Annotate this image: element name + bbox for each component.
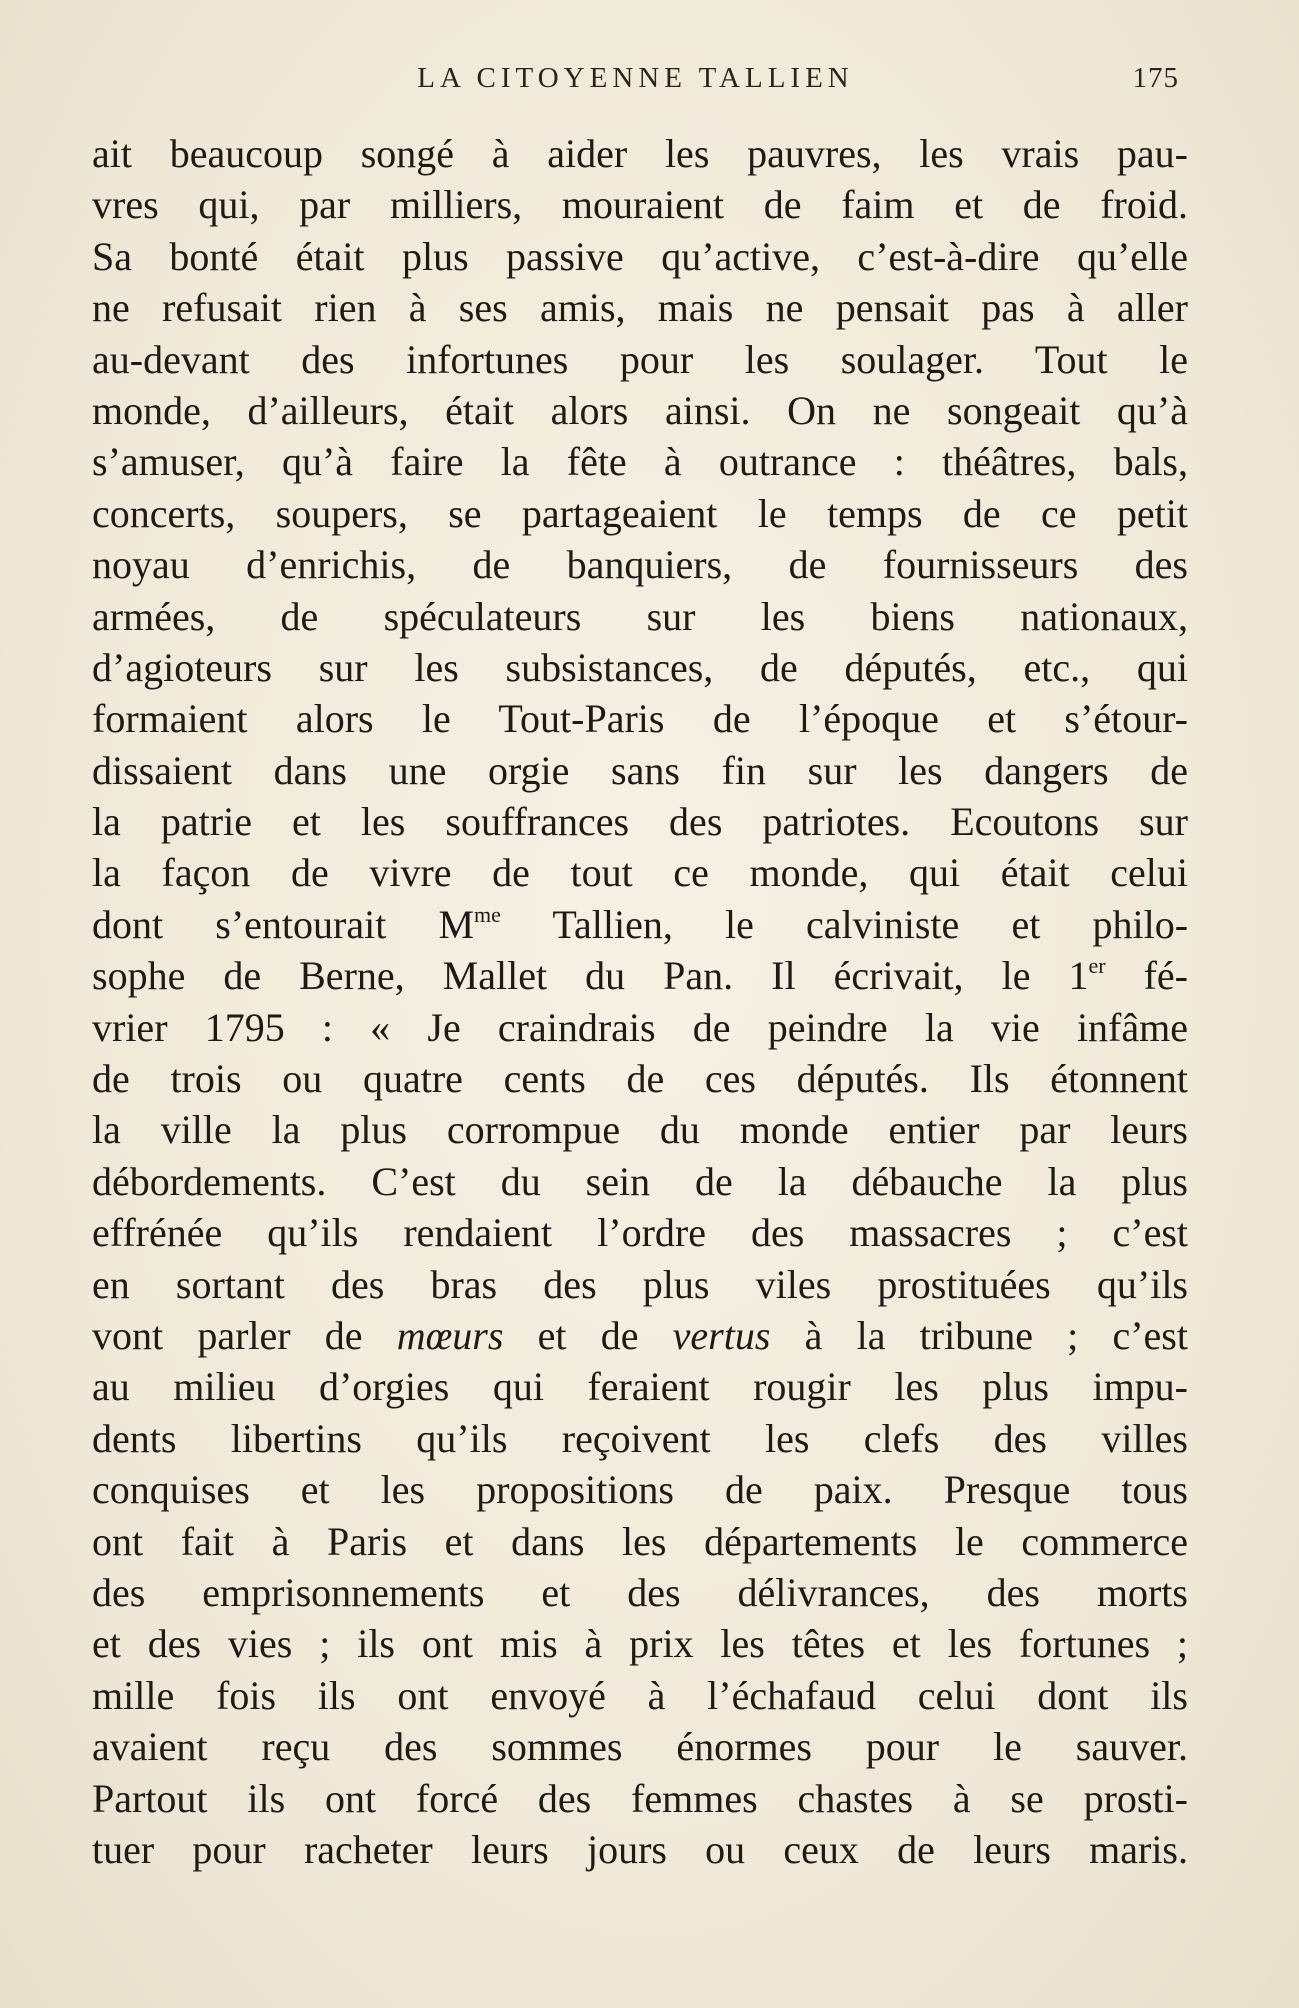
italic-text: vertus [672,1312,771,1358]
text-segment: monde, d’ailleurs, était alors ainsi. On ne songeait qu’à [92,387,1188,433]
text-segment: de trois ou quatre cents de ces députés. Ils étonnent [92,1056,1188,1102]
page-number: 175 [1132,62,1179,94]
text-segment: ont fait à Paris et dans les départements le commerce [92,1518,1188,1564]
text-segment: des emprisonnements et des délivrances, des morts [92,1569,1188,1615]
text-segment: vres qui, par milliers, mouraient de faim et de froid. [92,182,1188,228]
text-line [92,179,1188,230]
text-line [92,1618,1188,1669]
text-segment: ne refusait rien à ses amis, mais ne pensait pas à aller [92,285,1188,331]
text-segment: débordements. C’est du sein de la débauche la plus [92,1158,1188,1204]
text-line [92,847,1188,898]
text-line [92,1413,1188,1464]
text-line [92,1773,1188,1824]
text-segment: et des vies ; ils ont mis à prix les têtes et les fortunes ; [92,1621,1188,1667]
text-line [92,128,1188,179]
text-line [92,1516,1188,1567]
text-segment: dents libertins qu’ils reçoivent les clefs des villes [92,1415,1188,1461]
text-line [92,1156,1188,1207]
text-line [92,1567,1188,1618]
text-line [92,1824,1188,1875]
text-segment: fé- [1105,953,1188,999]
text-segment: Partout ils ont forcé des femmes chastes à se prosti- [92,1775,1188,1821]
text-segment: ait beaucoup songé à aider les pauvres, les vrais pau- [92,131,1188,176]
text-line [92,231,1188,282]
text-segment: armées, de spéculateurs sur les biens nationaux, [92,593,1188,639]
text-segment: et de [503,1312,673,1358]
text-line [92,899,1188,950]
text-segment: vrier 1795 : « Je craindrais de peindre la vie infâme [92,1004,1188,1050]
text-segment: dissaient dans une orgie sans fin sur les dangers de [92,747,1188,793]
text-segment: formaient alors le Tout-Paris de l’époque et s’étour- [92,696,1188,742]
text-segment: sophe de Berne, Mallet du Pan. Il écrivait, le 1 [92,953,1089,999]
text-segment: Tallien, le calviniste et philo- [500,901,1188,947]
text-line [92,1310,1188,1361]
running-head [92,62,1179,102]
text-segment: la patrie et les souffrances des patriotes. Ecoutons sur [92,799,1188,845]
text-line [92,693,1188,744]
text-segment: la ville la plus corrompue du monde entier par leurs [92,1107,1188,1153]
body-text [92,128,1188,1875]
text-segment: avaient reçu des sommes énormes pour le sauver. [92,1724,1188,1770]
text-segment: effrénée qu’ils rendaient l’ordre des massacres ; c’est [92,1210,1188,1256]
text-line [92,1207,1188,1258]
running-title: LA CITOYENNE TALLIEN [417,62,854,94]
text-line [92,745,1188,796]
text-segment: mille fois ils ont envoyé à l’échafaud celui dont ils [92,1672,1188,1718]
text-line [92,436,1188,487]
text-line [92,385,1188,436]
text-line [92,1053,1188,1104]
text-line [92,539,1188,590]
text-segment: Sa bonté était plus passive qu’active, c’est-à-dire qu’elle [92,233,1188,279]
text-line [92,282,1188,333]
text-segment: la façon de vivre de tout ce monde, qui était celui [92,850,1188,896]
text-segment: concerts, soupers, se partageaient le temps de ce petit [92,490,1188,536]
text-segment: conquises et les propositions de paix. Presque tous [92,1467,1188,1513]
text-line [92,1721,1188,1772]
text-segment: au-devant des infortunes pour les soulager. Tout le [92,336,1188,382]
text-line [92,796,1188,847]
superscript: me [474,901,501,927]
text-segment: à la tribune ; c’est [770,1312,1188,1358]
text-line [92,1002,1188,1053]
text-line [92,1259,1188,1310]
text-line [92,488,1188,539]
text-segment: s’amuser, qu’à faire la fête à outrance : théâtres, bals, [92,439,1188,485]
text-segment: au milieu d’orgies qui feraient rougir les plus impu- [92,1364,1188,1410]
italic-text: mœurs [396,1312,504,1358]
text-line [92,950,1188,1001]
text-line [92,334,1188,385]
superscript: er [1088,953,1106,979]
text-segment: vont parler de [92,1312,397,1358]
text-line [92,642,1188,693]
text-segment: dont s’entourait M [92,901,475,947]
text-line [92,1670,1188,1721]
text-line [92,1361,1188,1412]
text-line [92,1104,1188,1155]
text-segment: tuer pour racheter leurs jours ou ceux de leurs maris. [92,1826,1188,1872]
text-segment: noyau d’enrichis, de banquiers, de fournisseurs des [92,542,1188,588]
text-segment: en sortant des bras des plus viles prostituées qu’ils [92,1261,1188,1307]
text-segment: d’agioteurs sur les subsistances, de députés, etc., qui [92,644,1188,690]
text-line [92,591,1188,642]
text-line [92,1464,1188,1515]
